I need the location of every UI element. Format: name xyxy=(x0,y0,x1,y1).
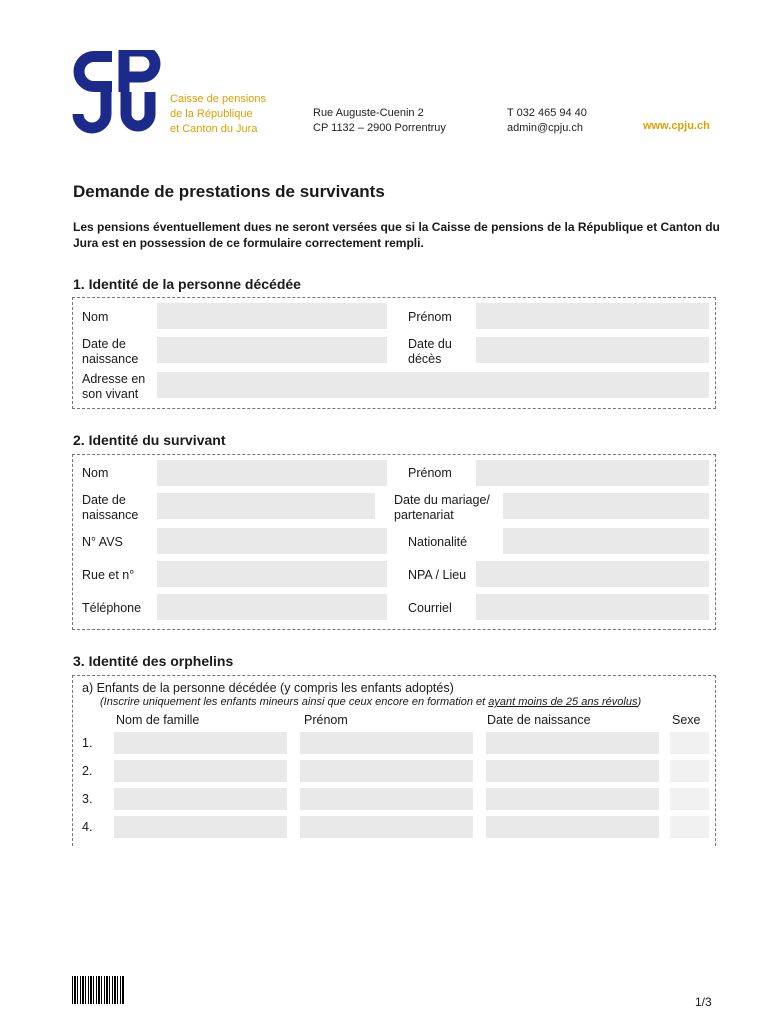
deceased-prenom-label: Prénom xyxy=(408,310,452,324)
survivor-prenom-label: Prénom xyxy=(408,466,452,480)
survivor-phone-field[interactable] xyxy=(157,594,387,620)
survivor-phone-label: Téléphone xyxy=(82,601,142,615)
survivor-avs-label: N° AVS xyxy=(82,535,123,549)
survivor-email-field[interactable] xyxy=(476,594,709,620)
orphan-2-sexe-field[interactable] xyxy=(670,760,709,782)
postal-address xyxy=(313,106,446,136)
orphan-2-nom-field[interactable] xyxy=(114,760,287,782)
survivor-avs-field[interactable] xyxy=(157,528,387,554)
orphan-4-prenom-field[interactable] xyxy=(300,816,473,838)
orphan-3-sexe-field[interactable] xyxy=(670,788,709,810)
column-header-prenom: Prénom xyxy=(304,713,348,727)
email-address[interactable]: admin@cpju.ch xyxy=(507,122,583,134)
survivor-prenom-field[interactable] xyxy=(476,460,709,486)
orphan-row-number: 4. xyxy=(82,820,93,834)
cpju-logo xyxy=(72,50,162,134)
logo-text-line-1: Caisse de pensions xyxy=(170,93,267,105)
survivor-birthdate-label: Date de naissance xyxy=(82,493,139,522)
orphans-note xyxy=(100,696,641,708)
orphans-note-suffix: ) xyxy=(637,696,642,708)
orphan-2-prenom-field[interactable] xyxy=(300,760,473,782)
survivor-marriage-label: Date du mariage/ partenariat xyxy=(394,493,490,522)
deceased-birthdate-field[interactable] xyxy=(157,337,387,363)
orphans-note-prefix: (Inscrire uniquement les enfants mineurs ainsi que ceux encore en formation et xyxy=(100,696,489,708)
survivor-nom-field[interactable] xyxy=(157,460,387,486)
contact-info xyxy=(507,106,587,136)
logo-text-line-2: de la République xyxy=(170,108,253,120)
orphan-1-prenom-field[interactable] xyxy=(300,732,473,754)
survivor-email-label: Courriel xyxy=(408,601,452,615)
survivor-nationality-label: Nationalité xyxy=(408,535,468,549)
deceased-birthdate-label: Date de naissance xyxy=(82,337,139,366)
deceased-deathdate-field[interactable] xyxy=(476,337,709,363)
phone-number: T 032 465 94 40 xyxy=(507,107,587,119)
deceased-address-label: Adresse en son vivant xyxy=(82,372,146,401)
column-header-sexe: Sexe xyxy=(672,713,701,727)
survivor-nationality-field[interactable] xyxy=(503,528,709,554)
orphan-1-birthdate-field[interactable] xyxy=(486,732,659,754)
survivor-npa-field[interactable] xyxy=(476,561,709,587)
logo-text-line-3: et Canton du Jura xyxy=(170,123,258,135)
survivor-marriage-field[interactable] xyxy=(503,493,709,519)
intro-text: Les pensions éventuellement dues ne seront versées que si la Caisse de pensions de la République et Canton du Jura est en possession de ce formulaire correctement rempli. xyxy=(73,220,720,250)
survivor-birthdate-field[interactable] xyxy=(157,493,375,519)
orphan-row-number: 3. xyxy=(82,792,93,806)
column-header-date-naissance: Date de naissance xyxy=(487,713,591,727)
logo-text xyxy=(170,92,266,137)
survivor-nom-label: Nom xyxy=(82,466,109,480)
deceased-nom-label: Nom xyxy=(82,310,109,324)
website-link[interactable]: www.cpju.ch xyxy=(643,120,710,132)
barcode xyxy=(72,976,125,1004)
orphan-1-sexe-field[interactable] xyxy=(670,732,709,754)
orphan-4-sexe-field[interactable] xyxy=(670,816,709,838)
orphan-3-nom-field[interactable] xyxy=(114,788,287,810)
deceased-nom-field[interactable] xyxy=(157,303,387,329)
survivor-street-label: Rue et n° xyxy=(82,568,135,582)
orphan-1-nom-field[interactable] xyxy=(114,732,287,754)
orphan-row-number: 2. xyxy=(82,764,93,778)
deceased-address-field[interactable] xyxy=(157,372,709,398)
orphan-2-birthdate-field[interactable] xyxy=(486,760,659,782)
orphan-3-birthdate-field[interactable] xyxy=(486,788,659,810)
column-header-nom-famille: Nom de famille xyxy=(116,713,200,727)
section-1-title: 1. Identité de la personne décédée xyxy=(73,276,301,292)
deceased-deathdate-label: Date du décès xyxy=(408,337,452,366)
orphan-3-prenom-field[interactable] xyxy=(300,788,473,810)
survivor-street-field[interactable] xyxy=(157,561,387,587)
orphan-4-birthdate-field[interactable] xyxy=(486,816,659,838)
orphans-subsection-a: a) Enfants de la personne décédée (y compris les enfants adoptés) xyxy=(82,681,454,695)
address-line-2: CP 1132 – 2900 Porrentruy xyxy=(313,122,446,134)
orphans-note-underlined: ayant moins de 25 ans révolus xyxy=(488,696,638,708)
page-title: Demande de prestations de survivants xyxy=(73,182,385,201)
orphan-4-nom-field[interactable] xyxy=(114,816,287,838)
deceased-prenom-field[interactable] xyxy=(476,303,709,329)
address-line-1: Rue Auguste-Cuenin 2 xyxy=(313,107,424,119)
page-number: 1/3 xyxy=(695,995,712,1009)
section-2-title: 2. Identité du survivant xyxy=(73,432,226,448)
orphan-row-number: 1. xyxy=(82,736,93,750)
section-3-title: 3. Identité des orphelins xyxy=(73,653,234,669)
survivor-npa-label: NPA / Lieu xyxy=(408,568,467,582)
